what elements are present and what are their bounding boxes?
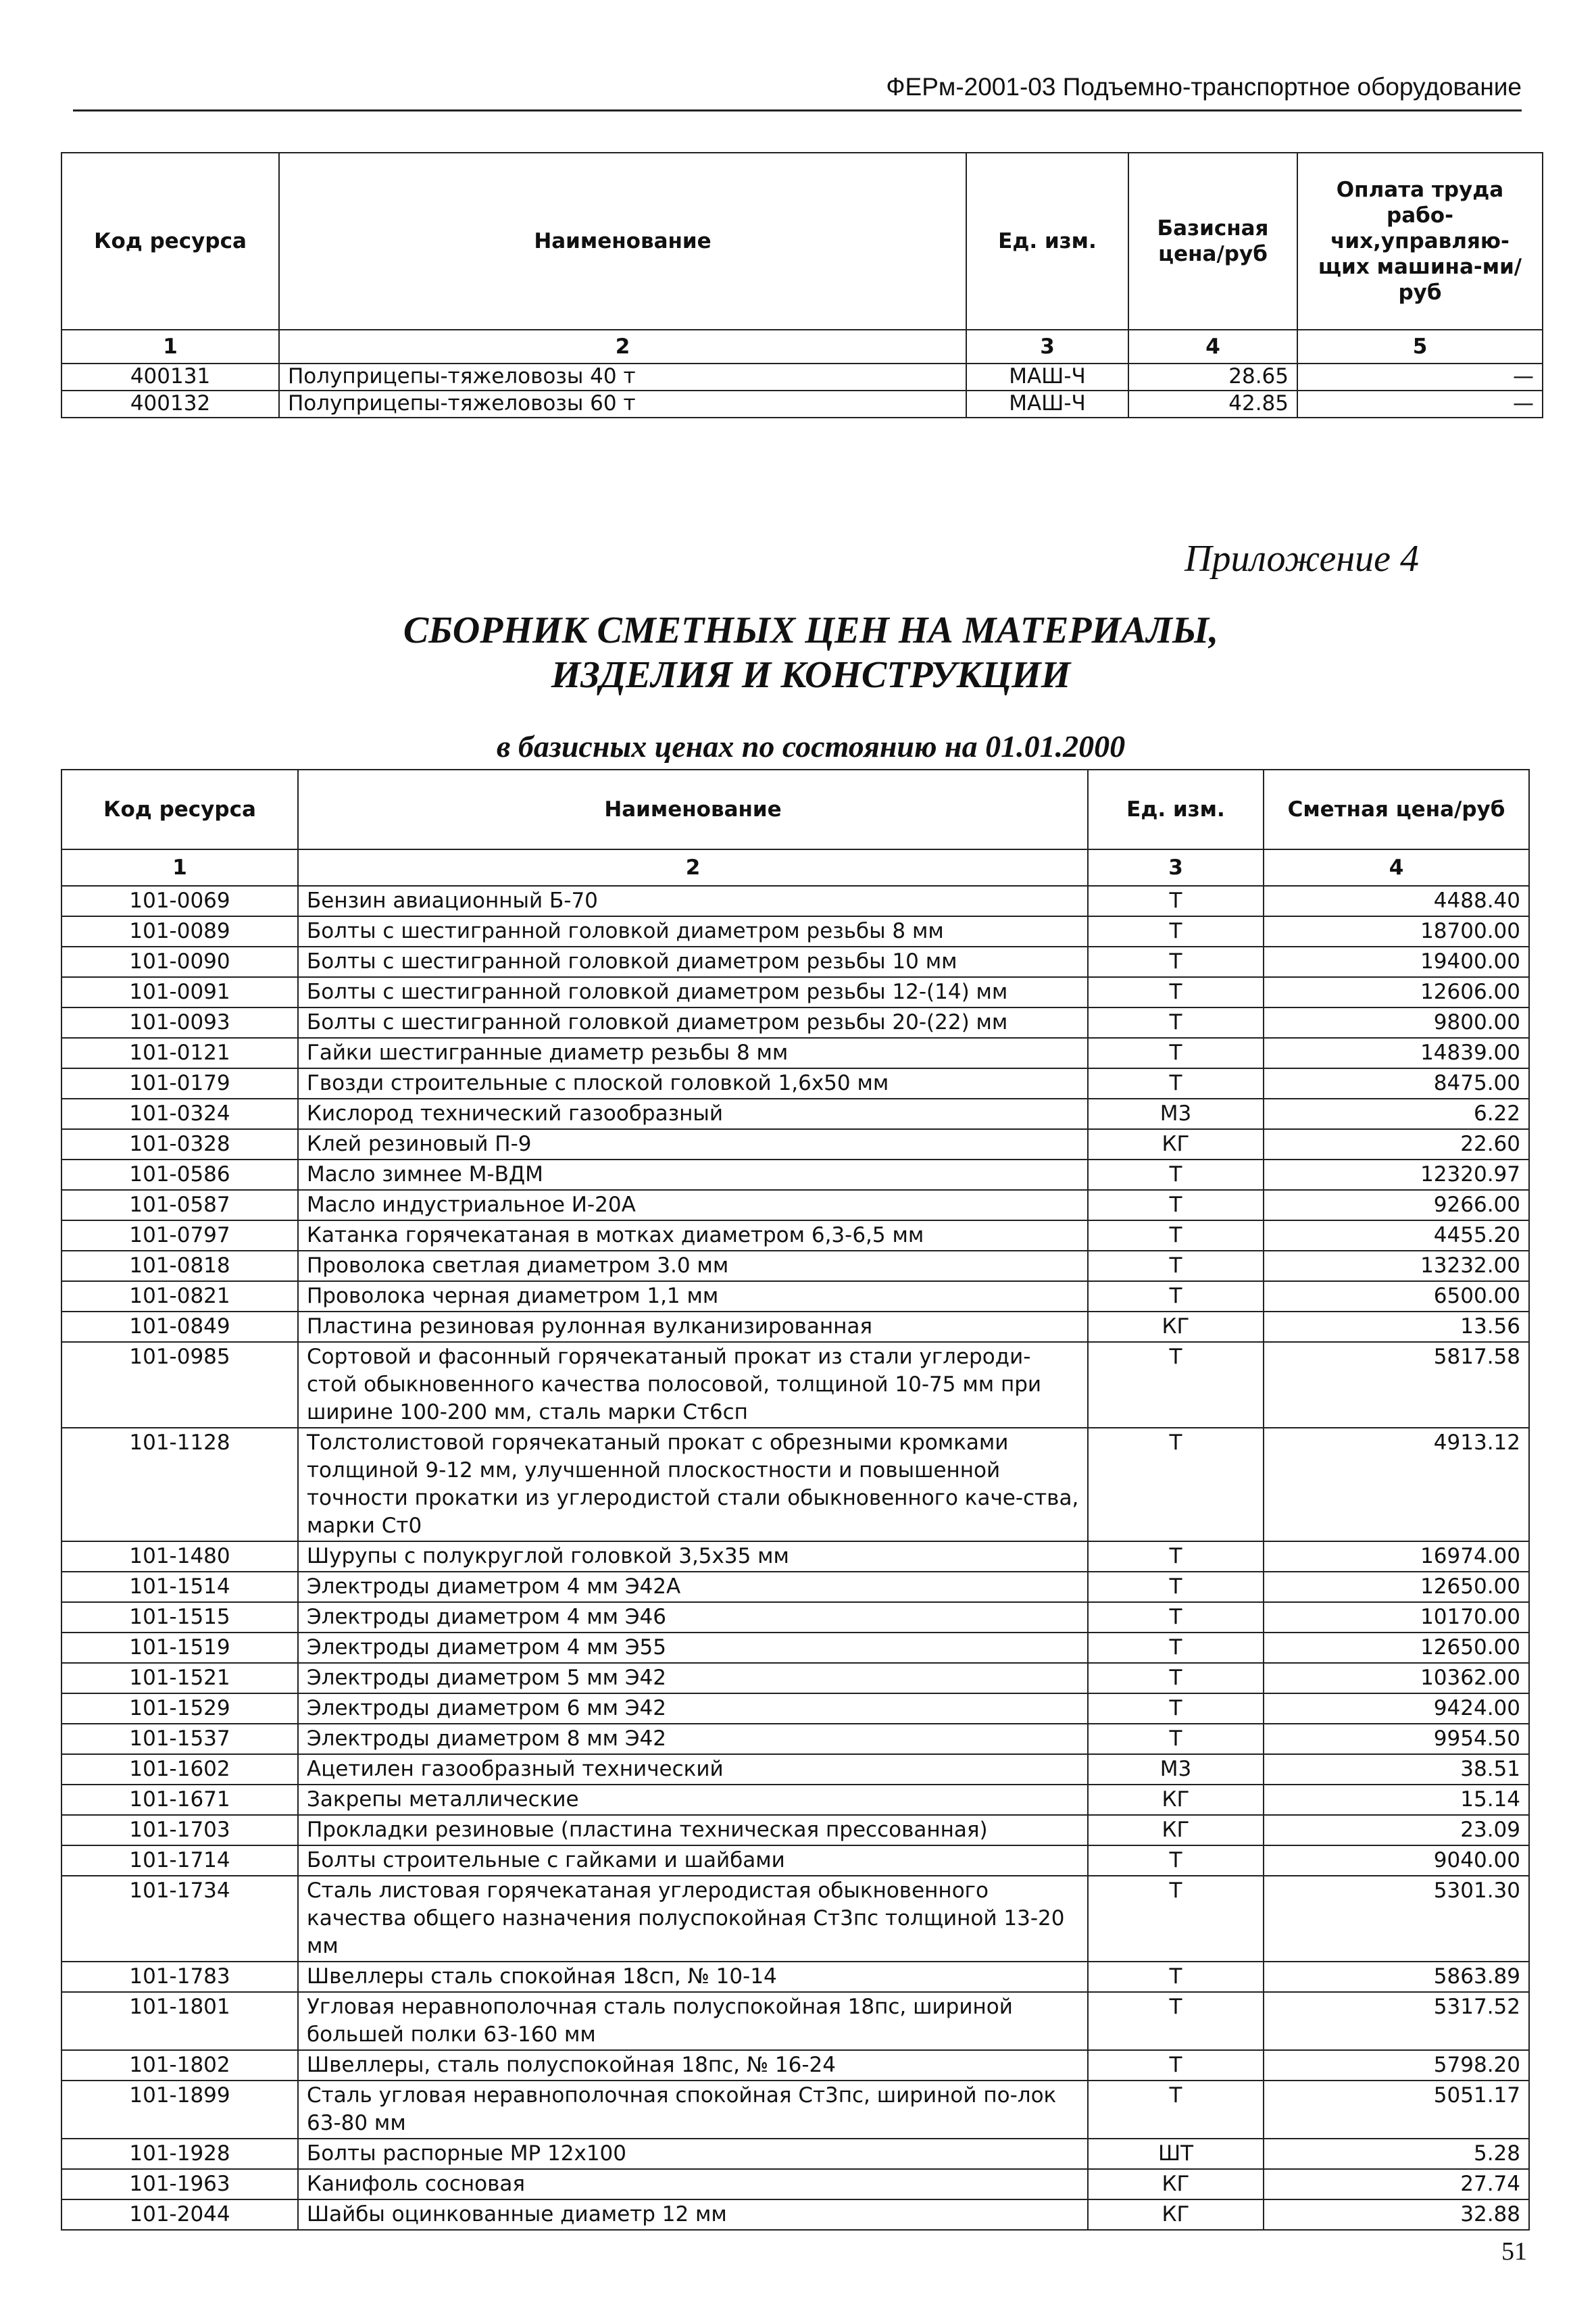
table-row <box>61 1962 1529 1992</box>
header-base-price: Базисная цена/руб <box>1128 153 1297 330</box>
cell-unit: Т <box>1088 947 1264 977</box>
table-row <box>61 1251 1529 1281</box>
table-row <box>61 1160 1529 1190</box>
cell-resource-code: 101-0324 <box>61 1099 298 1129</box>
cell-resource-code: 101-0089 <box>61 916 298 947</box>
cell-unit: Т <box>1088 1663 1264 1693</box>
cell-price: 10362.00 <box>1264 1663 1529 1693</box>
cell-name: Шайбы оцинкованные диаметр 12 мм <box>298 2199 1088 2230</box>
cell-name: Кислород технический газообразный <box>298 1099 1088 1129</box>
cell-name: Масло индустриальное И-20А <box>298 1190 1088 1220</box>
materials-price-table <box>61 769 1530 2231</box>
table-row <box>61 1428 1529 1541</box>
cell-unit: Т <box>1088 1220 1264 1251</box>
table-row <box>61 1220 1529 1251</box>
table-row <box>61 947 1529 977</box>
table-row <box>61 1312 1529 1342</box>
page-number: 51 <box>1501 2237 1527 2266</box>
cell-resource-code: 101-1671 <box>61 1785 298 1815</box>
cell-price: 9266.00 <box>1264 1190 1529 1220</box>
cell-name: Электроды диаметром 6 мм Э42 <box>298 1693 1088 1724</box>
cell-price: 23.09 <box>1264 1815 1529 1845</box>
appendix-label: Приложение 4 <box>1184 538 1419 580</box>
cell-resource-code: 101-0179 <box>61 1068 298 1099</box>
table-row <box>61 1693 1529 1724</box>
cell-price: 5051.17 <box>1264 2081 1529 2139</box>
table-row <box>61 1007 1529 1038</box>
cell-unit: Т <box>1088 1281 1264 1312</box>
cell-resource-code: 101-1801 <box>61 1992 298 2050</box>
cell-price: 10170.00 <box>1264 1602 1529 1633</box>
cell-price: 9040.00 <box>1264 1845 1529 1876</box>
cell-price: 13232.00 <box>1264 1251 1529 1281</box>
cell-name: Сталь листовая горячекатаная углеродистая обыкновенного качества общего назначения полуспокойная Ст3пс толщиной 13-20 мм <box>298 1876 1088 1962</box>
table-row <box>61 886 1529 916</box>
cell-labor-pay: — <box>1297 364 1543 391</box>
cell-name: Гайки шестигранные диаметр резьбы 8 мм <box>298 1038 1088 1068</box>
table-row <box>61 391 1543 418</box>
cell-resource-code: 101-0093 <box>61 1007 298 1038</box>
cell-resource-code: 101-0818 <box>61 1251 298 1281</box>
header-resource-code: Код ресурса <box>61 770 298 849</box>
cell-name: Электроды диаметром 4 мм Э46 <box>298 1602 1088 1633</box>
cell-unit: Т <box>1088 1724 1264 1754</box>
cell-resource-code: 101-0587 <box>61 1190 298 1220</box>
column-number: 3 <box>1088 849 1264 886</box>
cell-name: Проволока черная диаметром 1,1 мм <box>298 1281 1088 1312</box>
cell-price: 32.88 <box>1264 2199 1529 2230</box>
cell-name: Болты строительные с гайками и шайбами <box>298 1845 1088 1876</box>
table-row <box>61 2169 1529 2199</box>
table-row <box>61 1129 1529 1160</box>
cell-resource-code: 101-1928 <box>61 2139 298 2169</box>
cell-name: Электроды диаметром 5 мм Э42 <box>298 1663 1088 1693</box>
cell-resource-code: 101-1714 <box>61 1845 298 1876</box>
cell-resource-code: 101-1519 <box>61 1633 298 1663</box>
table-row <box>61 977 1529 1007</box>
cell-name: Масло зимнее М-ВДМ <box>298 1160 1088 1190</box>
section-title <box>203 608 1419 697</box>
cell-resource-code: 101-1128 <box>61 1428 298 1541</box>
cell-base-price: 42.85 <box>1128 391 1297 418</box>
table-row <box>61 2139 1529 2169</box>
cell-price: 13.56 <box>1264 1312 1529 1342</box>
cell-price: 9800.00 <box>1264 1007 1529 1038</box>
column-number: 4 <box>1128 330 1297 364</box>
table-row <box>61 1754 1529 1785</box>
cell-resource-code: 101-0328 <box>61 1129 298 1160</box>
header-name: Наименование <box>279 153 966 330</box>
cell-unit: Т <box>1088 1572 1264 1602</box>
cell-name: Сталь угловая неравнополочная спокойная Ст3пс, шириной по-лок 63-80 мм <box>298 2081 1088 2139</box>
cell-name: Сортовой и фасонный горячекатаный прокат из стали углероди-стой обыкновенного качества полосовой, толщиной 10-75 мм при ширине 100-200 мм, сталь марки Ст6сп <box>298 1342 1088 1428</box>
cell-resource-code: 101-2044 <box>61 2199 298 2230</box>
cell-unit: Т <box>1088 1038 1264 1068</box>
cell-unit: Т <box>1088 1160 1264 1190</box>
cell-name: Болты с шестигранной головкой диаметром резьбы 20-(22) мм <box>298 1007 1088 1038</box>
header-estimated-price: Сметная цена/руб <box>1264 770 1529 849</box>
cell-name: Электроды диаметром 4 мм Э55 <box>298 1633 1088 1663</box>
table-row <box>61 1845 1529 1876</box>
cell-name: Угловая неравнополочная сталь полуспокойная 18пс, шириной большей полки 63-160 мм <box>298 1992 1088 2050</box>
cell-unit: КГ <box>1088 2169 1264 2199</box>
cell-unit: Т <box>1088 1342 1264 1428</box>
cell-resource-code: 101-1514 <box>61 1572 298 1602</box>
cell-name: Полуприцепы-тяжеловозы 40 т <box>279 364 966 391</box>
cell-name: Гвозди строительные с плоской головкой 1,6х50 мм <box>298 1068 1088 1099</box>
table-row <box>61 1099 1529 1129</box>
cell-price: 38.51 <box>1264 1754 1529 1785</box>
cell-unit: КГ <box>1088 2199 1264 2230</box>
section-subtitle: в базисных ценах по состоянию на 01.01.2000 <box>496 729 1126 764</box>
cell-name: Закрепы металлические <box>298 1785 1088 1815</box>
cell-unit: Т <box>1088 1251 1264 1281</box>
cell-price: 27.74 <box>1264 2169 1529 2199</box>
cell-price: 6.22 <box>1264 1099 1529 1129</box>
table-row <box>61 1541 1529 1572</box>
cell-unit: Т <box>1088 1633 1264 1663</box>
running-header: ФЕРм-2001-03 Подъемно-транспортное оборудование <box>73 73 1522 111</box>
cell-name: Полуприцепы-тяжеловозы 60 т <box>279 391 966 418</box>
cell-unit: Т <box>1088 1541 1264 1572</box>
cell-resource-code: 101-1703 <box>61 1815 298 1845</box>
table-row <box>61 2081 1529 2139</box>
table-row <box>61 1572 1529 1602</box>
table-row <box>61 1663 1529 1693</box>
cell-price: 9424.00 <box>1264 1693 1529 1724</box>
cell-price: 22.60 <box>1264 1129 1529 1160</box>
cell-price: 4488.40 <box>1264 886 1529 916</box>
cell-name: Бензин авиационный Б-70 <box>298 886 1088 916</box>
column-number: 1 <box>61 849 298 886</box>
machines-table <box>61 152 1543 418</box>
cell-unit: Т <box>1088 1190 1264 1220</box>
cell-unit: Т <box>1088 1845 1264 1876</box>
cell-name: Болты с шестигранной головкой диаметром резьбы 10 мм <box>298 947 1088 977</box>
cell-unit: КГ <box>1088 1129 1264 1160</box>
cell-name: Электроды диаметром 4 мм Э42А <box>298 1572 1088 1602</box>
cell-name: Швеллеры, сталь полуспокойная 18пс, № 16-24 <box>298 2050 1088 2081</box>
cell-resource-code: 101-0985 <box>61 1342 298 1428</box>
cell-resource-code: 101-1734 <box>61 1876 298 1962</box>
cell-unit: М3 <box>1088 1099 1264 1129</box>
cell-unit: Т <box>1088 977 1264 1007</box>
cell-name: Прокладки резиновые (пластина техническая прессованная) <box>298 1815 1088 1845</box>
table-row <box>61 1190 1529 1220</box>
cell-name: Проволока светлая диаметром 3.0 мм <box>298 1251 1088 1281</box>
cell-name: Болты с шестигранной головкой диаметром резьбы 12-(14) мм <box>298 977 1088 1007</box>
table-row <box>61 364 1543 391</box>
table-header-row <box>61 153 1543 330</box>
cell-price: 5301.30 <box>1264 1876 1529 1962</box>
cell-name: Пластина резиновая рулонная вулканизированная <box>298 1312 1088 1342</box>
table-row <box>61 1038 1529 1068</box>
cell-name: Шурупы с полукруглой головкой 3,5х35 мм <box>298 1541 1088 1572</box>
cell-resource-code: 101-0797 <box>61 1220 298 1251</box>
cell-price: 8475.00 <box>1264 1068 1529 1099</box>
cell-price: 5.28 <box>1264 2139 1529 2169</box>
cell-resource-code: 101-1515 <box>61 1602 298 1633</box>
cell-name: Швеллеры сталь спокойная 18сп, № 10-14 <box>298 1962 1088 1992</box>
cell-resource-code: 101-1537 <box>61 1724 298 1754</box>
cell-unit: ШТ <box>1088 2139 1264 2169</box>
cell-price: 9954.50 <box>1264 1724 1529 1754</box>
table-row <box>61 1785 1529 1815</box>
cell-price: 18700.00 <box>1264 916 1529 947</box>
cell-price: 4913.12 <box>1264 1428 1529 1541</box>
cell-price: 5798.20 <box>1264 2050 1529 2081</box>
table-header-row <box>61 770 1529 849</box>
cell-unit: Т <box>1088 1876 1264 1962</box>
cell-price: 19400.00 <box>1264 947 1529 977</box>
cell-price: 14839.00 <box>1264 1038 1529 1068</box>
cell-resource-code: 101-0586 <box>61 1160 298 1190</box>
cell-resource-code: 101-1783 <box>61 1962 298 1992</box>
cell-resource-code: 101-1963 <box>61 2169 298 2199</box>
column-number: 2 <box>298 849 1088 886</box>
cell-resource-code: 400131 <box>61 364 279 391</box>
cell-unit: Т <box>1088 916 1264 947</box>
cell-price: 5863.89 <box>1264 1962 1529 1992</box>
table-row <box>61 1992 1529 2050</box>
cell-name: Катанка горячекатаная в мотках диаметром 6,3-6,5 мм <box>298 1220 1088 1251</box>
cell-resource-code: 101-0849 <box>61 1312 298 1342</box>
column-number-row <box>61 330 1543 364</box>
cell-unit: Т <box>1088 886 1264 916</box>
cell-resource-code: 101-1480 <box>61 1541 298 1572</box>
cell-unit: Т <box>1088 1068 1264 1099</box>
cell-unit: Т <box>1088 2081 1264 2139</box>
cell-resource-code: 101-1899 <box>61 2081 298 2139</box>
header-unit: Ед. изм. <box>966 153 1128 330</box>
cell-name: Клей резиновый П-9 <box>298 1129 1088 1160</box>
table-row <box>61 916 1529 947</box>
cell-price: 12650.00 <box>1264 1572 1529 1602</box>
cell-resource-code: 101-1529 <box>61 1693 298 1724</box>
cell-unit: КГ <box>1088 1785 1264 1815</box>
cell-price: 15.14 <box>1264 1785 1529 1815</box>
header-labor-pay: Оплата труда рабо-чих,управляю-щих машина-ми/руб <box>1297 153 1543 330</box>
table-row <box>61 1281 1529 1312</box>
cell-unit: Т <box>1088 1962 1264 1992</box>
cell-unit: КГ <box>1088 1815 1264 1845</box>
table-row <box>61 2050 1529 2081</box>
cell-resource-code: 101-0121 <box>61 1038 298 1068</box>
table-row <box>61 1602 1529 1633</box>
cell-unit: М3 <box>1088 1754 1264 1785</box>
cell-name: Болты распорные МР 12х100 <box>298 2139 1088 2169</box>
table-row <box>61 1876 1529 1962</box>
cell-price: 5817.58 <box>1264 1342 1529 1428</box>
header-name: Наименование <box>298 770 1088 849</box>
cell-price: 16974.00 <box>1264 1541 1529 1572</box>
table-row <box>61 1724 1529 1754</box>
title-line-2: ИЗДЕЛИЯ И КОНСТРУКЦИИ <box>551 654 1071 696</box>
cell-name: Ацетилен газообразный технический <box>298 1754 1088 1785</box>
cell-unit: КГ <box>1088 1312 1264 1342</box>
cell-price: 4455.20 <box>1264 1220 1529 1251</box>
cell-unit: Т <box>1088 1992 1264 2050</box>
table-row <box>61 1342 1529 1428</box>
cell-unit: Т <box>1088 1602 1264 1633</box>
cell-resource-code: 101-1802 <box>61 2050 298 2081</box>
table-row <box>61 2199 1529 2230</box>
title-line-1: СБОРНИК СМЕТНЫХ ЦЕН НА МАТЕРИАЛЫ, <box>403 609 1219 651</box>
cell-resource-code: 400132 <box>61 391 279 418</box>
table-row <box>61 1633 1529 1663</box>
column-number: 2 <box>279 330 966 364</box>
cell-resource-code: 101-0090 <box>61 947 298 977</box>
cell-price: 12650.00 <box>1264 1633 1529 1663</box>
cell-unit: Т <box>1088 1007 1264 1038</box>
cell-resource-code: 101-1602 <box>61 1754 298 1785</box>
cell-unit: Т <box>1088 1693 1264 1724</box>
column-number: 5 <box>1297 330 1543 364</box>
cell-price: 6500.00 <box>1264 1281 1529 1312</box>
cell-resource-code: 101-0821 <box>61 1281 298 1312</box>
cell-name: Электроды диаметром 8 мм Э42 <box>298 1724 1088 1754</box>
cell-price: 12320.97 <box>1264 1160 1529 1190</box>
column-number: 1 <box>61 330 279 364</box>
cell-resource-code: 101-0069 <box>61 886 298 916</box>
cell-name: Канифоль сосновая <box>298 2169 1088 2199</box>
column-number: 3 <box>966 330 1128 364</box>
table-row <box>61 1068 1529 1099</box>
cell-unit: МАШ-Ч <box>966 364 1128 391</box>
cell-resource-code: 101-1521 <box>61 1663 298 1693</box>
cell-price: 12606.00 <box>1264 977 1529 1007</box>
header-unit: Ед. изм. <box>1088 770 1264 849</box>
cell-price: 5317.52 <box>1264 1992 1529 2050</box>
cell-name: Толстолистовой горячекатаный прокат с обрезными кромками толщиной 9-12 мм, улучшенной плоскостности и повышенной точности прокатки из углеродистой стали обыкновенного каче-ства, марки Ст0 <box>298 1428 1088 1541</box>
cell-unit: Т <box>1088 1428 1264 1541</box>
header-resource-code: Код ресурса <box>61 153 279 330</box>
cell-unit: МАШ-Ч <box>966 391 1128 418</box>
column-number: 4 <box>1264 849 1529 886</box>
cell-base-price: 28.65 <box>1128 364 1297 391</box>
table-row <box>61 1815 1529 1845</box>
cell-name: Болты с шестигранной головкой диаметром резьбы 8 мм <box>298 916 1088 947</box>
cell-labor-pay: — <box>1297 391 1543 418</box>
cell-resource-code: 101-0091 <box>61 977 298 1007</box>
cell-unit: Т <box>1088 2050 1264 2081</box>
column-number-row <box>61 849 1529 886</box>
